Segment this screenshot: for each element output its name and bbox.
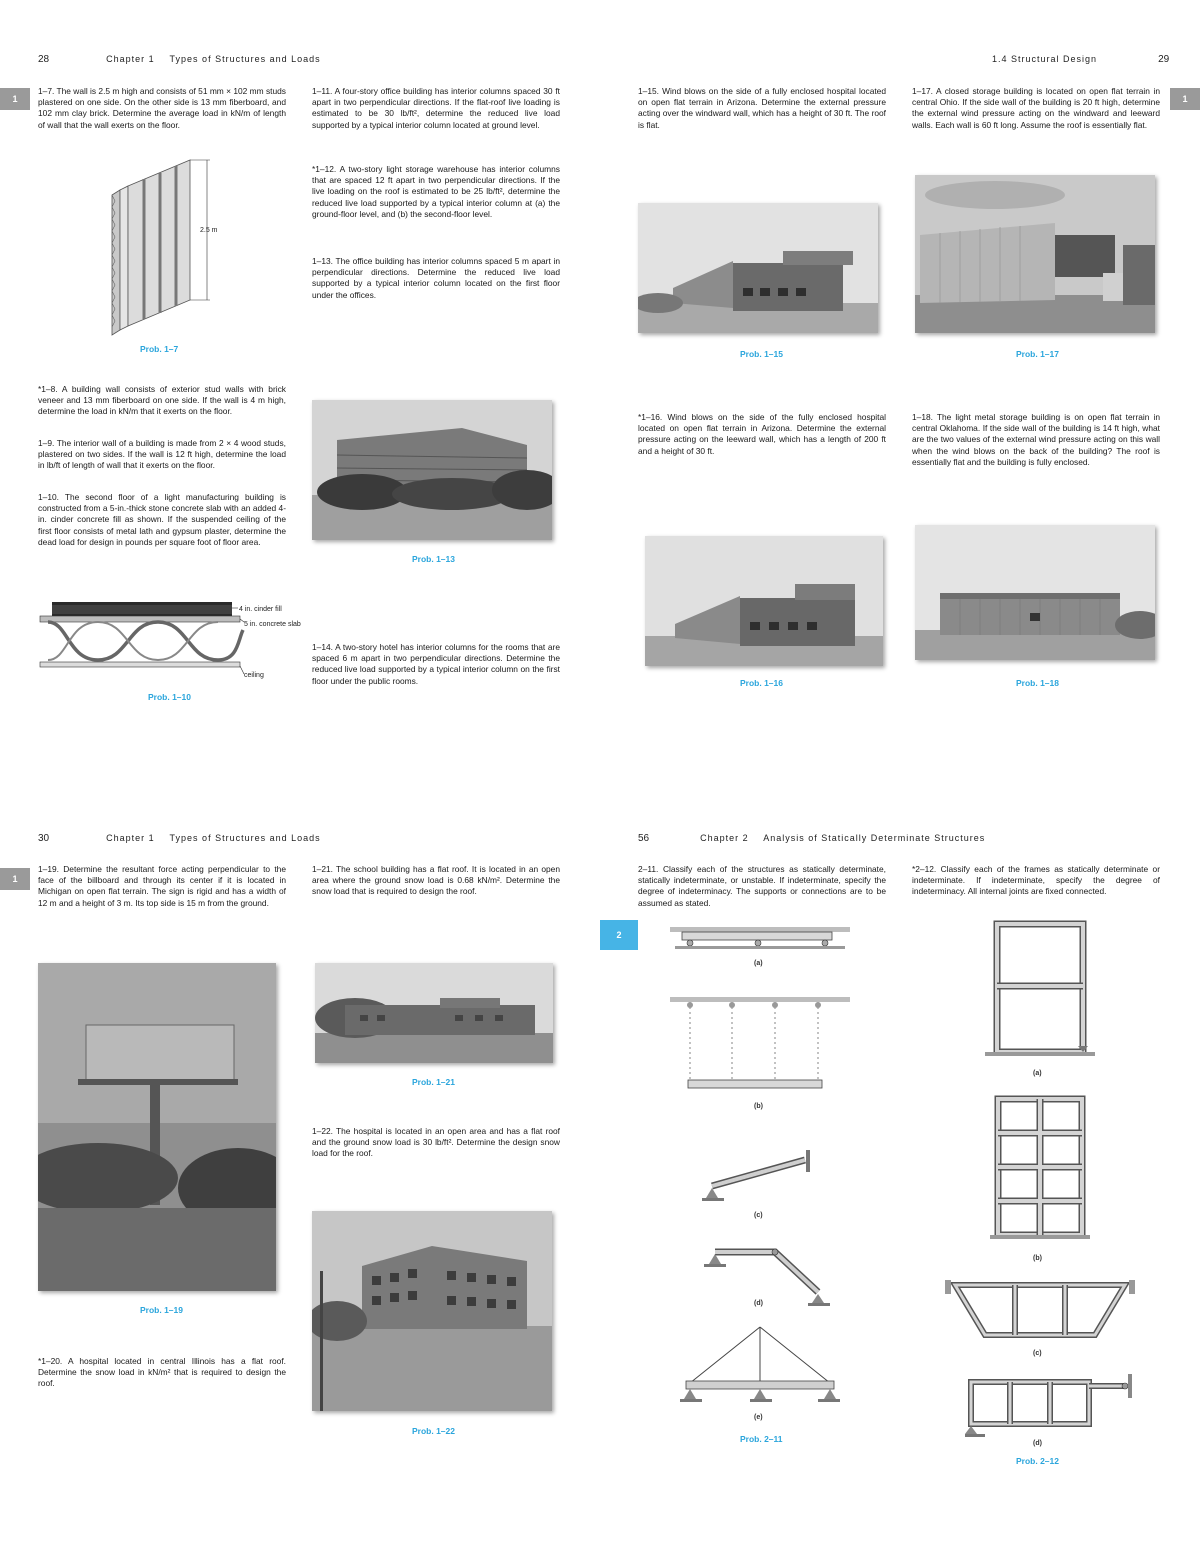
hospital-photo-1-15 <box>638 203 878 333</box>
ceiling-label: ceiling <box>244 672 264 679</box>
problem-1-18: 1–18. The light metal storage building is on open flat terrain in central Oklahoma. If the side wall of the building is 14 ft high, what are the two values of the external wind pressure acting on this wall when the wind blows on the back of the building? The roof is essentially flat and the building is fully enclosed. <box>912 412 1160 467</box>
problem-1-13: 1–13. The office building has interior columns spaced 5 m apart in perpendicular directions. Determine the reduced live load supported by a typical interior column located on the first floor under the offices. <box>312 256 560 300</box>
caption-1-22: Prob. 1–22 <box>412 1426 455 1436</box>
problem-1-19: 1–19. Determine the resultant force acting perpendicular to the face of the billboard and through its center if it is located in Michigan on open flat terrain. The sign is rigid and has a width of 12 m and a height of 3 m. Its top side is 15 m from the ground. <box>38 864 286 908</box>
page30-header <box>38 833 321 844</box>
cinder-fill-label: 4 in. cinder fill <box>239 606 282 613</box>
billboard-photo <box>38 963 276 1291</box>
section-title: 1.4 Structural Design <box>992 54 1098 64</box>
label-b: (b) <box>754 1103 763 1110</box>
problem-1-8: *1–8. A building wall consists of exterior stud walls with brick veneer and 13 mm fiberboard on one side. If the wall is 4 m high, determine the load in kN/m that it exerts on the floor. <box>38 384 286 417</box>
structure-2-11-c <box>700 1148 820 1203</box>
page-number: 30 <box>38 833 50 844</box>
caption-1-15: Prob. 1–15 <box>740 349 783 359</box>
problem-1-21: 1–21. The school building has a flat roof. It is located in an open area where the ground snow load is 0.68 kN/m². Determine the snow load that is required to design the roof. <box>312 864 560 897</box>
wall-figure <box>100 160 250 335</box>
problem-1-20: *1–20. A hospital located in central Illinois has a flat roof. Determine the snow load in kN/m² that is required to design the roof. <box>38 1356 286 1389</box>
caption-1-17: Prob. 1–17 <box>1016 349 1059 359</box>
problem-2-11: 2–11. Classify each of the structures as statically determinate, statically indeterminate, or unstable. If indeterminate, specify the degree of indeterminacy. The supports or connections are to be assumed as stated. <box>638 864 886 908</box>
problem-2-12: *2–12. Classify each of the frames as statically determinate or indeterminate. If indeterminate, specify the degree of indeterminacy. All internal joints are fixed connected. <box>912 864 1160 897</box>
label-c: (c) <box>754 1212 763 1219</box>
chapter-title: Types of Structures and Loads <box>169 54 321 64</box>
caption-1-13: Prob. 1–13 <box>412 554 455 564</box>
frame-2-12-b <box>990 1095 1090 1245</box>
caption-1-7: Prob. 1–7 <box>140 344 179 354</box>
school-photo <box>315 963 553 1063</box>
hospital-photo-1-16 <box>645 536 883 666</box>
caption-1-21: Prob. 1–21 <box>412 1077 455 1087</box>
metal-building-photo-1-18 <box>915 525 1155 660</box>
chapter-tab: 2 <box>600 920 638 950</box>
problem-1-16: *1–16. Wind blows on the side of the fully enclosed hospital located on open flat terrain in Arizona. Determine the external pressure acting on the leeward wall, which has a length of 200 ft and a height of 30 ft. <box>638 412 886 456</box>
page-number: 29 <box>1158 54 1170 65</box>
chapter-title: Types of Structures and Loads <box>169 833 321 843</box>
chapter-tab: 1 <box>1170 88 1200 110</box>
structure-2-11-e <box>680 1325 840 1410</box>
label-a: (a) <box>1033 1070 1042 1077</box>
office-building-photo <box>312 400 552 540</box>
frame-2-12-a <box>985 920 1095 1060</box>
problem-1-10: 1–10. The second floor of a light manufacturing building is constructed from a 5-in.-thick stone concrete slab with an added 4-in. cinder concrete fill as shown. If the suspended ceiling of the first floor consists of metal lath and gypsum plaster, determine the dead load for design in pounds per square foot of floor area. <box>38 492 286 547</box>
label-b: (b) <box>1033 1255 1042 1262</box>
page29-header <box>992 54 1169 65</box>
problem-1-22: 1–22. The hospital is located in an open area and has a flat roof and the ground snow load is 30 lb/ft². Determine the design snow load for the roof. <box>312 1126 560 1159</box>
page-number: 28 <box>38 54 50 65</box>
page28-header <box>38 54 321 65</box>
label-d: (d) <box>754 1300 763 1307</box>
problem-1-14: 1–14. A two-story hotel has interior columns for the rooms that are spaced 6 m apart in two perpendicular directions. Determine the reduced live load supported by a typical interior column on the first floor under the public rooms. <box>312 642 560 686</box>
chapter-label: Chapter 1 <box>106 833 155 843</box>
structure-2-11-d <box>700 1240 830 1310</box>
page56-header <box>638 833 985 844</box>
storage-building-photo-1-17 <box>915 175 1155 333</box>
label-d: (d) <box>1033 1440 1042 1447</box>
structure-2-11-b <box>670 995 850 1095</box>
caption-1-18: Prob. 1–18 <box>1016 678 1059 688</box>
label-e: (e) <box>754 1414 763 1421</box>
chapter-title: Analysis of Statically Determinate Structures <box>763 833 986 843</box>
dimension-label: 2.5 m <box>200 227 218 234</box>
frame-2-12-d <box>965 1368 1140 1438</box>
caption-2-11: Prob. 2–11 <box>740 1434 783 1444</box>
floor-section-figure <box>38 600 308 682</box>
structure-2-11-a <box>670 925 850 955</box>
chapter-tab: 1 <box>0 88 30 110</box>
problem-1-11: 1–11. A four-story office building has interior columns spaced 30 ft apart in two perpendicular directions. If the flat-roof live loading is estimated to be 30 lb/ft², determine the reduced live load supported by a typical interior column located at ground level. <box>312 86 560 130</box>
page-number: 56 <box>638 833 650 844</box>
concrete-slab-label: 5 in. concrete slab <box>244 621 301 628</box>
problem-1-15: 1–15. Wind blows on the side of a fully enclosed hospital located on open flat terrain in Arizona. Determine the external pressure acting over the windward wall, which has a height of 30 ft. The roof is flat. <box>638 86 886 130</box>
problem-1-12: *1–12. A two-story light storage warehouse has interior columns that are spaced 12 ft apart in two perpendicular directions. If the live loading on the roof is estimated to be 25 lb/ft², determine the reduced live load supported by a typical interior column at (a) the ground-floor level, and (b) the second-floor level. <box>312 164 560 219</box>
caption-1-16: Prob. 1–16 <box>740 678 783 688</box>
caption-1-10: Prob. 1–10 <box>148 692 191 702</box>
problem-1-7: 1–7. The wall is 2.5 m high and consists of 51 mm × 102 mm studs plastered on one side. On the other side is 13 mm fiberboard, and 102 mm clay brick. Determine the average load in kN/m of length of wall that the wall exerts on the floor. <box>38 86 286 130</box>
chapter-label: Chapter 2 <box>700 833 749 843</box>
problem-1-17: 1–17. A closed storage building is located on open flat terrain in central Ohio. If the side wall of the building is 20 ft high, determine the external wind pressure acting on the windward and leeward walls. Each wall is 60 ft long. Assume the roof is essentially flat. <box>912 86 1160 130</box>
hospital-photo-1-22 <box>312 1211 552 1411</box>
chapter-label: Chapter 1 <box>106 54 155 64</box>
frame-2-12-c <box>945 1280 1135 1345</box>
caption-1-19: Prob. 1–19 <box>140 1305 183 1315</box>
caption-2-12: Prob. 2–12 <box>1016 1456 1059 1466</box>
chapter-tab: 1 <box>0 868 30 890</box>
label-a: (a) <box>754 960 763 967</box>
problem-1-9: 1–9. The interior wall of a building is made from 2 × 4 wood studs, plastered on two sides. If the wall is 12 ft high, determine the load in lb/ft of length of wall that it exerts on the floor. <box>38 438 286 471</box>
label-c: (c) <box>1033 1350 1042 1357</box>
